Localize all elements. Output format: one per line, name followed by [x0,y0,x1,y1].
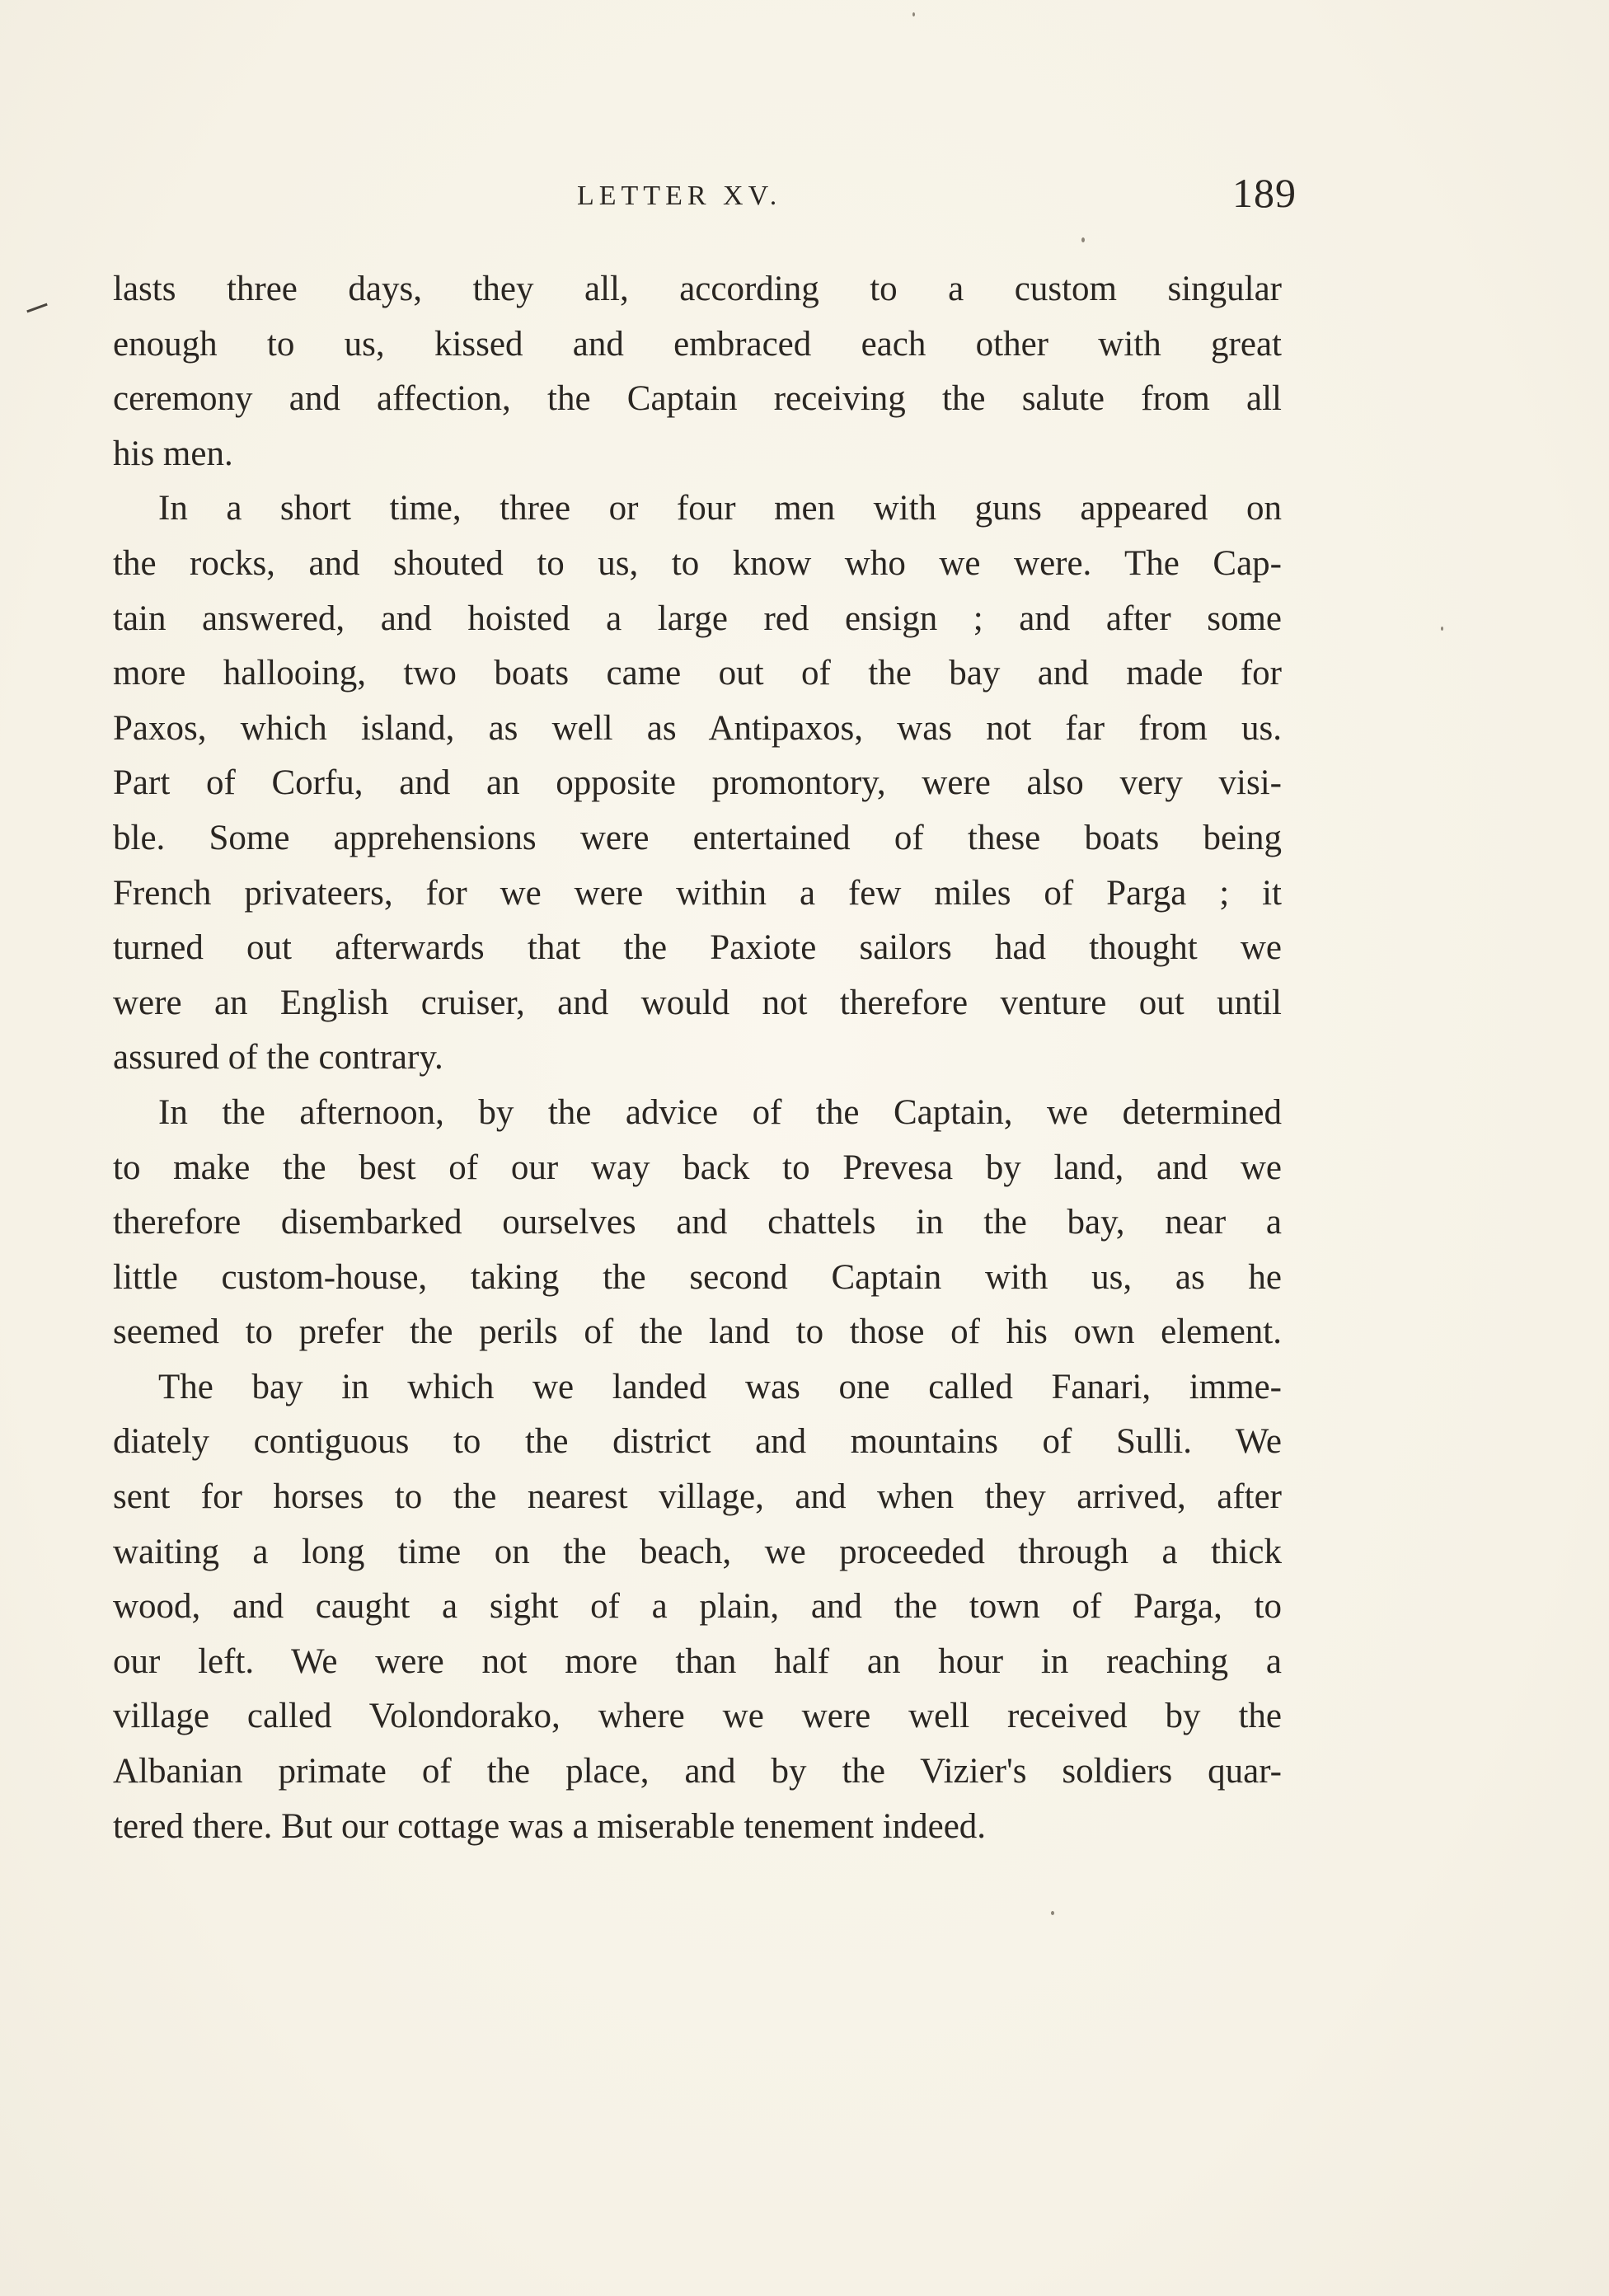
page-number: 189 [1232,170,1297,216]
text-line: Part of Corfu, and an opposite promontory, were also very visi- [113,763,1282,803]
text-line: waiting a long time on the beach, we proceeded through a thick [113,1532,1282,1571]
text-line: tered there. But our cottage was a miserable tenement indeed. [113,1806,987,1846]
text-line: therefore disembarked ourselves and chattels in the bay, near a [113,1203,1282,1242]
running-head: LETTER XV. [577,181,782,211]
text-line: turned out afterwards that the Paxiote sailors had thought we [113,928,1282,968]
text-line: In the afternoon, by the advice of the Captain, we determined [158,1092,1282,1132]
text-line: In a short time, three or four men with guns appeared on [158,489,1282,528]
margin-mark [26,303,47,313]
text-line: little custom-house, taking the second Captain with us, as he [113,1257,1282,1297]
paper-speck [1081,237,1085,242]
text-line: assured of the contrary. [113,1038,443,1078]
text-line: wood, and caught a sight of a plain, and the town of Parga, to [113,1587,1282,1627]
text-line: French privateers, for we were within a few miles of Parga ; it [113,873,1282,913]
text-line: seemed to prefer the perils of the land to those of his own element. [113,1312,1282,1352]
text-line: lasts three days, they all, according to a custom singular [113,270,1282,308]
text-line: The bay in which we landed was one called Fanari, imme- [158,1367,1282,1406]
text-line: the rocks, and shouted to us, to know who we were. The Cap- [113,543,1282,583]
text-line: were an English cruiser, and would not therefore venture out until [113,983,1282,1022]
paper-speck [1441,627,1443,631]
text-line: ble. Some apprehensions were entertained of these boats being [113,818,1282,857]
page-header [0,169,1609,227]
paper-speck [1051,1911,1054,1915]
body-text [113,262,1282,1854]
text-line: sent for horses to the nearest village, and when they arrived, after [113,1477,1282,1517]
text-line: ceremony and affection, the Captain receiving the salute from all [113,379,1282,419]
paper-speck [912,12,915,16]
text-line: enough to us, kissed and embraced each other with great [113,324,1282,364]
text-line: to make the best of our way back to Prevesa by land, and we [113,1148,1282,1187]
text-line: Albanian primate of the place, and by the Vizier's soldiers quar- [113,1752,1282,1791]
text-line: tain answered, and hoisted a large red ensign ; and after some [113,599,1282,638]
text-line: our left. We were not more than half an hour in reaching a [113,1641,1282,1681]
text-line: more hallooing, two boats came out of the bay and made for [113,654,1282,693]
text-line: diately contiguous to the district and mountains of Sulli. We [113,1422,1282,1462]
text-line: his men. [113,434,233,473]
text-line: village called Volondorako, where we were well received by the [113,1697,1282,1736]
text-line: Paxos, which island, as well as Antipaxos, was not far from us. [113,708,1282,748]
